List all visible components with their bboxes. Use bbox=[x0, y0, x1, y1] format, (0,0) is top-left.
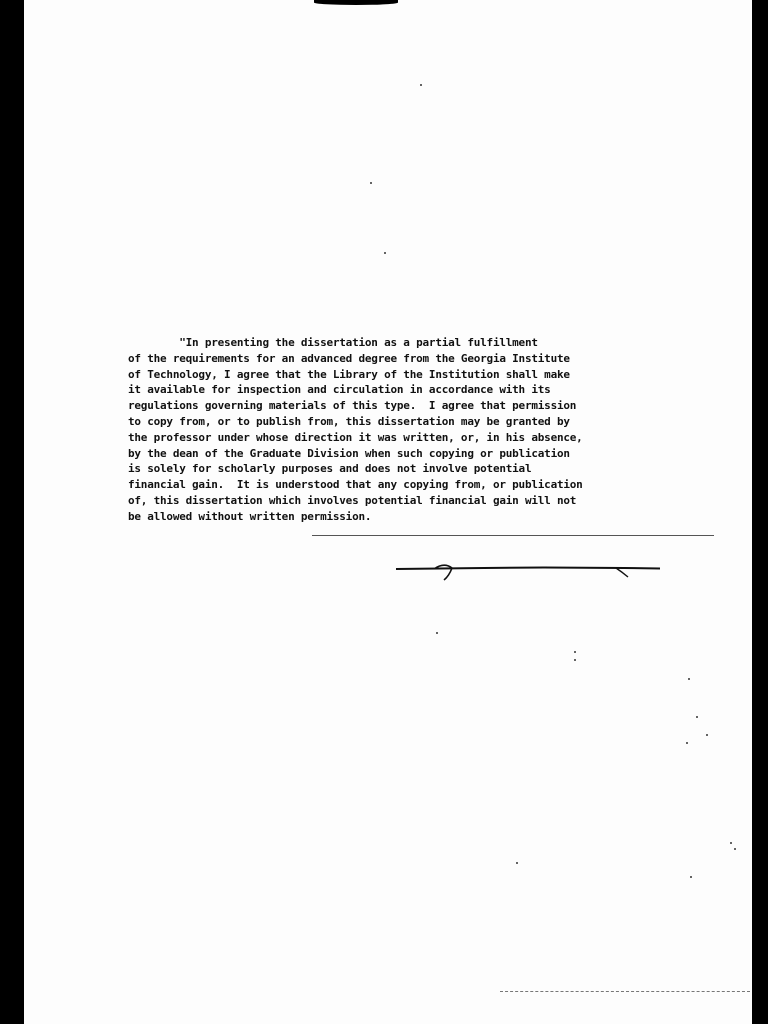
permission-statement bbox=[128, 335, 688, 525]
scan-speck bbox=[574, 659, 576, 661]
scan-speck bbox=[436, 632, 438, 634]
statement-line: of Technology, I agree that the Library of the Institution shall make bbox=[128, 367, 570, 381]
statement-line: to copy from, or to publish from, this dissertation may be granted by bbox=[128, 414, 570, 428]
scan-speck bbox=[686, 742, 688, 744]
scan-speck bbox=[688, 678, 690, 680]
statement-line: "In presenting the dissertation as a partial fulfillment bbox=[128, 336, 538, 349]
signature-rule bbox=[312, 535, 714, 536]
scan-speck bbox=[420, 84, 422, 86]
signature bbox=[394, 556, 664, 582]
statement-line: by the dean of the Graduate Division when such copying or publication bbox=[128, 446, 570, 460]
scan-speck bbox=[734, 848, 736, 850]
statement-line: of, this dissertation which involves potential financial gain will not bbox=[128, 493, 577, 507]
scan-speck bbox=[370, 182, 372, 184]
scan-speck bbox=[690, 876, 692, 878]
statement-line: is solely for scholarly purposes and does not involve potential bbox=[128, 462, 532, 476]
statement-line: be allowed without written permission. bbox=[128, 509, 372, 523]
statement-line: of the requirements for an advanced degree from the Georgia Institute bbox=[128, 351, 570, 365]
statement-line: regulations governing materials of this type. I agree that permission bbox=[128, 399, 577, 413]
scan-speck bbox=[574, 651, 576, 653]
statement-line: it available for inspection and circulation in accordance with its bbox=[128, 383, 551, 397]
scan-speck bbox=[730, 842, 732, 844]
top-edge-mark bbox=[314, 0, 398, 5]
scan-speck bbox=[706, 734, 708, 736]
scan-speck bbox=[384, 252, 386, 254]
scan-speck bbox=[696, 716, 698, 718]
statement-line: the professor under whose direction it was written, or, in his absence, bbox=[128, 430, 583, 444]
bottom-edge-noise bbox=[500, 991, 750, 995]
statement-line: financial gain. It is understood that any copying from, or publication bbox=[128, 478, 583, 492]
scan-speck bbox=[516, 862, 518, 864]
